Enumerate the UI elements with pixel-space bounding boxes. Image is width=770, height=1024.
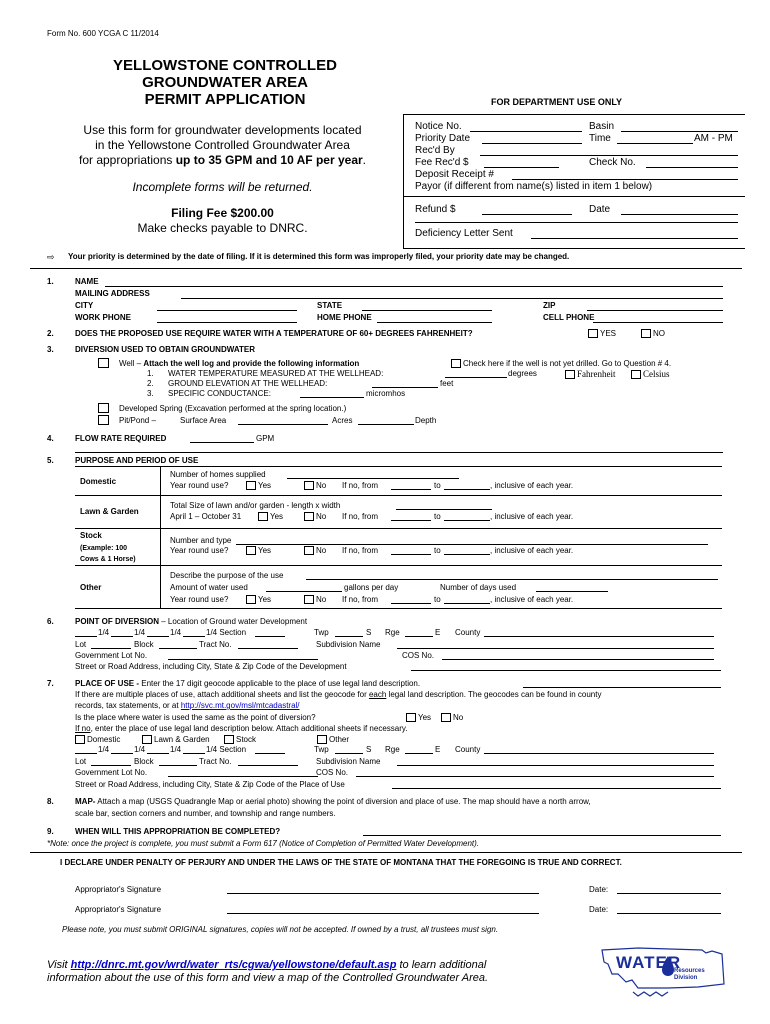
acres-label: Acres (332, 416, 353, 425)
pou-other-label: Other (329, 735, 350, 744)
temp-yes-checkbox[interactable] (588, 329, 598, 338)
pou-lot-field[interactable] (91, 765, 131, 766)
other-yes-checkbox[interactable] (246, 595, 256, 604)
pod-q2-field[interactable] (111, 636, 133, 637)
pod-gov-lot-field[interactable] (168, 659, 318, 660)
surface-area-label: Surface Area (180, 416, 227, 425)
footer-visit-line: Visit http://dnrc.mt.gov/wrd/water_rts/cgwa/yellowstone/default.asp to learn additional (47, 959, 487, 971)
intro-line-3: for appropriations up to 35 GPM and 10 AF per year. (78, 153, 366, 167)
temp-question: DOES THE PROPOSED USE REQUIRE WATER WITH A TEMPERATURE OF 60+ DEGREES FAHRENHEIT? (75, 329, 473, 338)
lawn-area-label: Total Size of lawn and/or garden - length x width (170, 501, 341, 510)
pit-label: Pit/Pond – (119, 416, 156, 425)
pit-checkbox[interactable] (98, 415, 109, 425)
dept-box-bottom-border (403, 248, 745, 249)
feet-label: feet (440, 379, 454, 388)
wellhead-temp-label: WATER TEMPERATURE MEASURED AT THE WELLHEAD: (168, 369, 384, 378)
lawn-no-checkbox[interactable] (304, 512, 314, 521)
pou-domestic-checkbox[interactable] (75, 735, 85, 744)
if-no-instruction: If no, enter the place of use legal land description below. Attach additional sheets if necessary. (75, 724, 408, 733)
purpose-row-line-1 (75, 495, 722, 496)
mailing-field[interactable] (181, 298, 723, 299)
elevation-field[interactable] (372, 387, 438, 388)
gallons-label: gallons per day (344, 583, 399, 592)
pod-subdivision-field[interactable] (397, 648, 714, 649)
pou-section-label: 1/4 Section (206, 745, 247, 754)
payor-label: Payor (if different from name(s) listed in item 1 below) (415, 181, 653, 192)
conductance-label: SPECIFIC CONDUCTANCE: (168, 389, 271, 398)
city-label: CITY (75, 301, 94, 310)
pou-q3-field[interactable] (147, 753, 169, 754)
pou-street-field[interactable] (392, 788, 721, 789)
signature-1-label: Appropriator's Signature (75, 885, 162, 894)
not-drilled-checkbox[interactable] (451, 359, 461, 368)
conductance-field[interactable] (300, 397, 364, 398)
title-line-3: PERMIT APPLICATION (144, 91, 306, 108)
pou-subdivision-label: Subdivision Name (316, 757, 381, 766)
pod-twp-label: Twp (314, 628, 329, 637)
surface-area-field[interactable] (238, 424, 328, 425)
stock-type-label: Number and type (170, 536, 232, 545)
april-october-label: April 1 – October 31 (170, 512, 242, 521)
notice-no-field[interactable] (470, 131, 582, 132)
pod-county-label: County (455, 628, 481, 637)
pou-e-label: E (435, 745, 441, 754)
domestic-from-label: If no, from (342, 481, 379, 490)
acres-field[interactable] (358, 424, 414, 425)
celsius-checkbox[interactable] (631, 370, 641, 379)
lawn-yes-label: Yes (270, 512, 284, 521)
pou-cos-field[interactable] (356, 776, 714, 777)
pou-lot-label: Lot (75, 757, 87, 766)
place-of-use-header: PLACE OF USE - Enter the 17 digit geocode applicable to the place of use legal land description. (75, 679, 421, 688)
name-label: NAME (75, 277, 99, 286)
logo-word: WATER (616, 953, 682, 972)
pod-rge-label: Rge (385, 628, 400, 637)
pou-rge-field[interactable] (405, 753, 433, 754)
pou-lawn-checkbox[interactable] (142, 735, 152, 744)
lawn-to-label: to (434, 512, 441, 521)
time-label: Time (589, 133, 611, 144)
pou-lawn-label: Lawn & Garden (154, 735, 210, 744)
days-used-label: Number of days used (440, 583, 517, 592)
conductance-num: 3. (147, 389, 154, 398)
elevation-num: 2. (147, 379, 154, 388)
arrow-right-icon: ⇨ (47, 252, 55, 262)
s7-number: 7. (47, 679, 54, 688)
pou-other-checkbox[interactable] (317, 735, 327, 744)
lawn-from-label: If no, from (342, 512, 379, 521)
s8-number: 8. (47, 797, 54, 806)
stock-yes-label: Yes (258, 546, 272, 555)
pou-q1-label: 1/4 (98, 745, 110, 754)
other-year-round-label: Year round use? (170, 595, 229, 604)
pod-lot-label: Lot (75, 640, 87, 649)
geocode-field[interactable] (523, 687, 721, 688)
filing-fee: Filing Fee $200.00 (171, 206, 274, 220)
signature-2-date-label: Date: (589, 905, 609, 914)
refund-date-label: Date (589, 204, 611, 215)
pod-e-label: E (435, 628, 441, 637)
stock-no-checkbox[interactable] (304, 546, 314, 555)
same-yes-label: Yes (418, 713, 432, 722)
state-field[interactable] (362, 310, 492, 311)
dept-box-left-border (403, 114, 404, 248)
homes-label: Number of homes supplied (170, 470, 266, 479)
pod-block-field[interactable] (159, 648, 197, 649)
refund-field[interactable] (482, 214, 572, 215)
deposit-receipt-field[interactable] (512, 179, 738, 180)
other-no-label: No (316, 595, 327, 604)
pou-block-label: Block (134, 757, 154, 766)
pou-q4-field[interactable] (183, 753, 205, 754)
notice-no-label: Notice No. (415, 121, 462, 132)
basin-field[interactable] (621, 131, 738, 132)
flow-rate-field[interactable] (190, 442, 254, 443)
domestic-no-checkbox[interactable] (304, 481, 314, 490)
intro-line-1: Use this form for groundwater developments located (83, 123, 362, 137)
zip-field[interactable] (587, 310, 723, 311)
logo-sub-2: Division (674, 975, 698, 981)
priority-date-label: Priority Date (415, 133, 471, 144)
stock-to-field[interactable] (444, 554, 490, 555)
homes-field[interactable] (287, 478, 459, 479)
flow-rate-label: FLOW RATE REQUIRED (75, 434, 167, 443)
pod-street-field[interactable] (411, 670, 721, 671)
map-instruction-1: MAP- Attach a map (USGS Quadrangle Map or aerial photo) showing the point of diversion and place of use. The map should have a north arrow, (75, 797, 591, 806)
footer-ycga-link[interactable]: http://dnrc.mt.gov/wrd/water_rts/cgwa/yellowstone/default.asp (70, 959, 397, 971)
pod-q3-field[interactable] (147, 636, 169, 637)
stock-to-label: to (434, 546, 441, 555)
title-line-2: GROUNDWATER AREA (142, 74, 308, 91)
lawn-to-field[interactable] (444, 520, 490, 521)
gpm-label: GPM (256, 434, 275, 443)
lawn-yes-checkbox[interactable] (258, 512, 268, 521)
fee-recd-label: Fee Rec'd $ (415, 157, 469, 168)
check-no-field[interactable] (646, 167, 738, 168)
degrees-label: degrees (508, 369, 537, 378)
signature-1-date-label: Date: (589, 885, 609, 894)
stock-no-label: No (316, 546, 327, 555)
amount-field[interactable] (266, 591, 342, 592)
domestic-no-label: No (316, 481, 327, 490)
priority-note: Your priority is determined by the date of filing. If it is determined this form was improperly filed, your priority date may be changed. (68, 252, 570, 261)
celsius-label: Celsius (643, 369, 670, 379)
point-of-diversion-header: POINT OF DIVERSION – Location of Ground water Development (75, 617, 308, 626)
signature-2-date-field[interactable] (617, 913, 721, 914)
declaration-divider (30, 852, 742, 853)
pod-tract-field[interactable] (238, 648, 298, 649)
title-line-1: YELLOWSTONE CONTROLLED (113, 57, 337, 74)
check-no-label: Check No. (589, 157, 636, 168)
pod-cos-field[interactable] (442, 659, 714, 660)
domestic-to-label: to (434, 481, 441, 490)
pou-twp-label: Twp (314, 745, 329, 754)
spring-checkbox[interactable] (98, 403, 109, 413)
pou-q3-label: 1/4 (170, 745, 182, 754)
deficiency-field[interactable] (531, 238, 738, 239)
refund-label: Refund $ (415, 204, 456, 215)
state-label: STATE (317, 301, 343, 310)
same-yes-checkbox[interactable] (406, 713, 416, 722)
pod-q2-label: 1/4 (134, 628, 146, 637)
completion-field[interactable] (363, 835, 721, 836)
s1-number: 1. (47, 277, 54, 286)
describe-field[interactable] (306, 579, 718, 580)
time-field[interactable] (617, 143, 693, 144)
pou-stock-label: Stock (236, 735, 257, 744)
purpose-table-top (75, 466, 722, 467)
pou-q2-label: 1/4 (134, 745, 146, 754)
pod-rge-field[interactable] (405, 636, 433, 637)
pou-q1-field[interactable] (75, 753, 97, 754)
fahrenheit-checkbox[interactable] (565, 370, 575, 379)
elevation-label: GROUND ELEVATION AT THE WELLHEAD: (168, 379, 328, 388)
lawn-from-field[interactable] (391, 520, 431, 521)
pod-s-label: S (366, 628, 372, 637)
domestic-to-field[interactable] (444, 489, 490, 490)
purpose-row-line-2 (75, 528, 722, 529)
pod-block-label: Block (134, 640, 154, 649)
pod-section-field[interactable] (255, 636, 285, 637)
completion-question: WHEN WILL THIS APPROPRIATION BE COMPLETED? (75, 827, 281, 836)
spring-label: Developed Spring (Excavation performed at the spring location.) (119, 404, 347, 413)
top-divider (30, 268, 742, 269)
describe-label: Describe the purpose of the use (170, 571, 284, 580)
fahrenheit-label: Fahrenheit (577, 369, 616, 379)
depth-label: Depth (415, 416, 437, 425)
cell-phone-field[interactable] (593, 322, 723, 323)
pod-twp-field[interactable] (335, 636, 363, 637)
home-phone-field[interactable] (377, 322, 492, 323)
recd-by-label: Rec'd By (415, 145, 455, 156)
pod-subdivision-label: Subdivision Name (316, 640, 381, 649)
stock-from-field[interactable] (391, 554, 431, 555)
purpose-table-divider (160, 466, 161, 608)
cadastral-link[interactable]: http://svc.mt.gov/msl/mtcadastral/ (180, 701, 300, 710)
s9-number: 9. (47, 827, 54, 836)
stock-row-label: Stock (80, 531, 102, 540)
other-no-checkbox[interactable] (304, 595, 314, 604)
form-number: Form No. 600 YCGA C 11/2014 (47, 29, 159, 38)
domestic-from-field[interactable] (391, 489, 431, 490)
pod-q1-label: 1/4 (98, 628, 110, 637)
stock-year-round-label: Year round use? (170, 546, 229, 555)
cell-phone-label: CELL PHONE (543, 313, 595, 322)
s2-number: 2. (47, 329, 54, 338)
wellhead-temp-field[interactable] (445, 377, 507, 378)
fee-recd-field[interactable] (484, 167, 559, 168)
flow-rate-extra-line[interactable] (75, 452, 723, 453)
pod-tract-label: Tract No. (199, 640, 232, 649)
pou-block-field[interactable] (159, 765, 197, 766)
mailing-label: MAILING ADDRESS (75, 289, 150, 298)
same-no-checkbox[interactable] (441, 713, 451, 722)
multi-place-line-1: If there are multiple places of use, attach additional sheets and list the geocode for each legal land description. The geocodes can be found in county (75, 690, 602, 699)
work-phone-label: WORK PHONE (75, 313, 131, 322)
pou-county-field[interactable] (484, 753, 714, 754)
pou-s-label: S (366, 745, 372, 754)
pod-street-label: Street or Road Address, including City, State & Zip Code of the Development (75, 662, 347, 671)
original-signature-note: Please note, you must submit ORIGINAL signatures, copies will not be accepted. If owned by a trust, all trustees must sign. (62, 925, 499, 934)
incomplete-note: Incomplete forms will be returned. (132, 180, 313, 194)
s6-number: 6. (47, 617, 54, 626)
home-phone-label: HOME PHONE (317, 313, 372, 322)
lawn-no-label: No (316, 512, 327, 521)
wellhead-temp-num: 1. (147, 369, 154, 378)
pou-stock-checkbox[interactable] (224, 735, 234, 744)
temp-yes-label: YES (600, 329, 617, 338)
dept-box-top-border (403, 114, 745, 115)
micromhos-label: micromhos (366, 389, 406, 398)
amount-label: Amount of water used (170, 583, 248, 592)
pod-q1-field[interactable] (75, 636, 97, 637)
dept-header: FOR DEPARTMENT USE ONLY (491, 97, 623, 107)
not-drilled-label: Check here if the well is not yet drilled. Go to Question # 4. (463, 359, 672, 368)
stock-type-field[interactable] (236, 544, 708, 545)
payable-note: Make checks payable to DNRC. (137, 221, 308, 235)
intro-line-2: in the Yellowstone Controlled Groundwater Area (95, 138, 350, 152)
dnrc-water-logo (598, 944, 728, 1014)
refund-extra-line[interactable] (415, 222, 738, 223)
other-inclusive: , inclusive of each year. (490, 595, 574, 604)
pou-gov-lot-label: Government Lot No. (75, 768, 148, 777)
pou-gov-lot-field[interactable] (168, 776, 318, 777)
pod-section-label: 1/4 Section (206, 628, 247, 637)
purpose-row-line-3 (75, 565, 722, 566)
deficiency-label: Deficiency Letter Sent (415, 228, 513, 239)
lawn-row-label: Lawn & Garden (80, 507, 139, 516)
other-to-field[interactable] (444, 603, 490, 604)
temp-no-label: NO (653, 329, 665, 338)
s4-number: 4. (47, 434, 54, 443)
pou-cos-label: COS No. (316, 768, 349, 777)
stock-from-label: If no, from (342, 546, 379, 555)
other-from-label: If no, from (342, 595, 379, 604)
signature-1-date-field[interactable] (617, 893, 721, 894)
signature-1-field[interactable] (227, 893, 539, 894)
purpose-header: PURPOSE AND PERIOD OF USE (75, 456, 199, 465)
recd-by-field[interactable] (480, 155, 738, 156)
basin-label: Basin (589, 121, 615, 132)
work-phone-field[interactable] (157, 322, 297, 323)
zip-label: ZIP (543, 301, 556, 310)
stock-example-2: Cows & 1 Horse) (80, 556, 136, 563)
domestic-year-round-label: Year round use? (170, 481, 229, 490)
pod-cos-label: COS No. (402, 651, 435, 660)
same-as-pod-question: Is the place where water is used the same as the point of diversion? (75, 713, 316, 722)
deposit-receipt-label: Deposit Receipt # (415, 169, 494, 180)
pod-q4-field[interactable] (183, 636, 205, 637)
lawn-inclusive: , inclusive of each year. (490, 512, 574, 521)
pod-q3-label: 1/4 (170, 628, 182, 637)
pou-domestic-label: Domestic (87, 735, 121, 744)
other-row-label: Other (80, 583, 102, 592)
logo-sub-1: Resources (674, 968, 705, 974)
pou-subdivision-field[interactable] (397, 765, 714, 766)
lawn-area-field[interactable] (396, 509, 492, 510)
pou-street-label: Street or Road Address, including City, State & Zip Code of the Place of Use (75, 780, 345, 789)
other-from-field[interactable] (391, 603, 431, 604)
domestic-inclusive: , inclusive of each year. (490, 481, 574, 490)
well-checkbox[interactable] (98, 358, 109, 368)
pou-q2-field[interactable] (111, 753, 133, 754)
signature-2-field[interactable] (227, 913, 539, 914)
priority-date-field[interactable] (482, 143, 582, 144)
pou-section-field[interactable] (255, 753, 285, 754)
multi-place-line-2: records, tax statements, or at http://svc.mt.gov/msl/mtcadastral/ (75, 701, 300, 710)
well-text: Well – Attach the well log and provide the following information (119, 359, 360, 368)
footer-info-line: information about the use of this form and view a map of the Controlled Groundwater Area. (47, 972, 489, 984)
stock-inclusive: , inclusive of each year. (490, 546, 574, 555)
completion-note: *Note: once the project is complete, you must submit a Form 617 (Notice of Completion of Permitted Water Development). (47, 839, 480, 848)
other-yes-label: Yes (258, 595, 272, 604)
domestic-row-label: Domestic (80, 477, 117, 486)
pod-gov-lot-label: Government Lot No. (75, 651, 148, 660)
pou-rge-label: Rge (385, 745, 400, 754)
other-to-label: to (434, 595, 441, 604)
pou-twp-field[interactable] (335, 753, 363, 754)
pou-tract-label: Tract No. (199, 757, 232, 766)
purpose-table-bottom (75, 608, 722, 609)
name-field[interactable] (105, 286, 723, 287)
s3-number: 3. (47, 345, 54, 354)
pou-county-label: County (455, 745, 481, 754)
days-used-field[interactable] (536, 591, 608, 592)
signature-2-label: Appropriator's Signature (75, 905, 162, 914)
pod-lot-field[interactable] (91, 648, 131, 649)
diversion-header: DIVERSION USED TO OBTAIN GROUNDWATER (75, 345, 256, 354)
domestic-yes-checkbox[interactable] (246, 481, 256, 490)
refund-date-field[interactable] (621, 214, 738, 215)
pod-county-field[interactable] (484, 636, 714, 637)
pou-tract-field[interactable] (238, 765, 298, 766)
temp-no-checkbox[interactable] (641, 329, 651, 338)
s5-number: 5. (47, 456, 54, 465)
map-instruction-2: scale bar, section corners and number, and township and range numbers. (75, 809, 336, 818)
city-field[interactable] (157, 310, 297, 311)
am-pm-label: AM - PM (694, 133, 733, 144)
same-no-label: No (453, 713, 464, 722)
stock-yes-checkbox[interactable] (246, 546, 256, 555)
dept-box-divider (403, 196, 745, 197)
domestic-yes-label: Yes (258, 481, 272, 490)
declaration: I DECLARE UNDER PENALTY OF PERJURY AND UNDER THE LAWS OF THE STATE OF MONTANA THAT THE FOREGOING IS TRUE AND CORRECT. (60, 858, 622, 867)
stock-example-1: (Example: 100 (80, 545, 128, 552)
